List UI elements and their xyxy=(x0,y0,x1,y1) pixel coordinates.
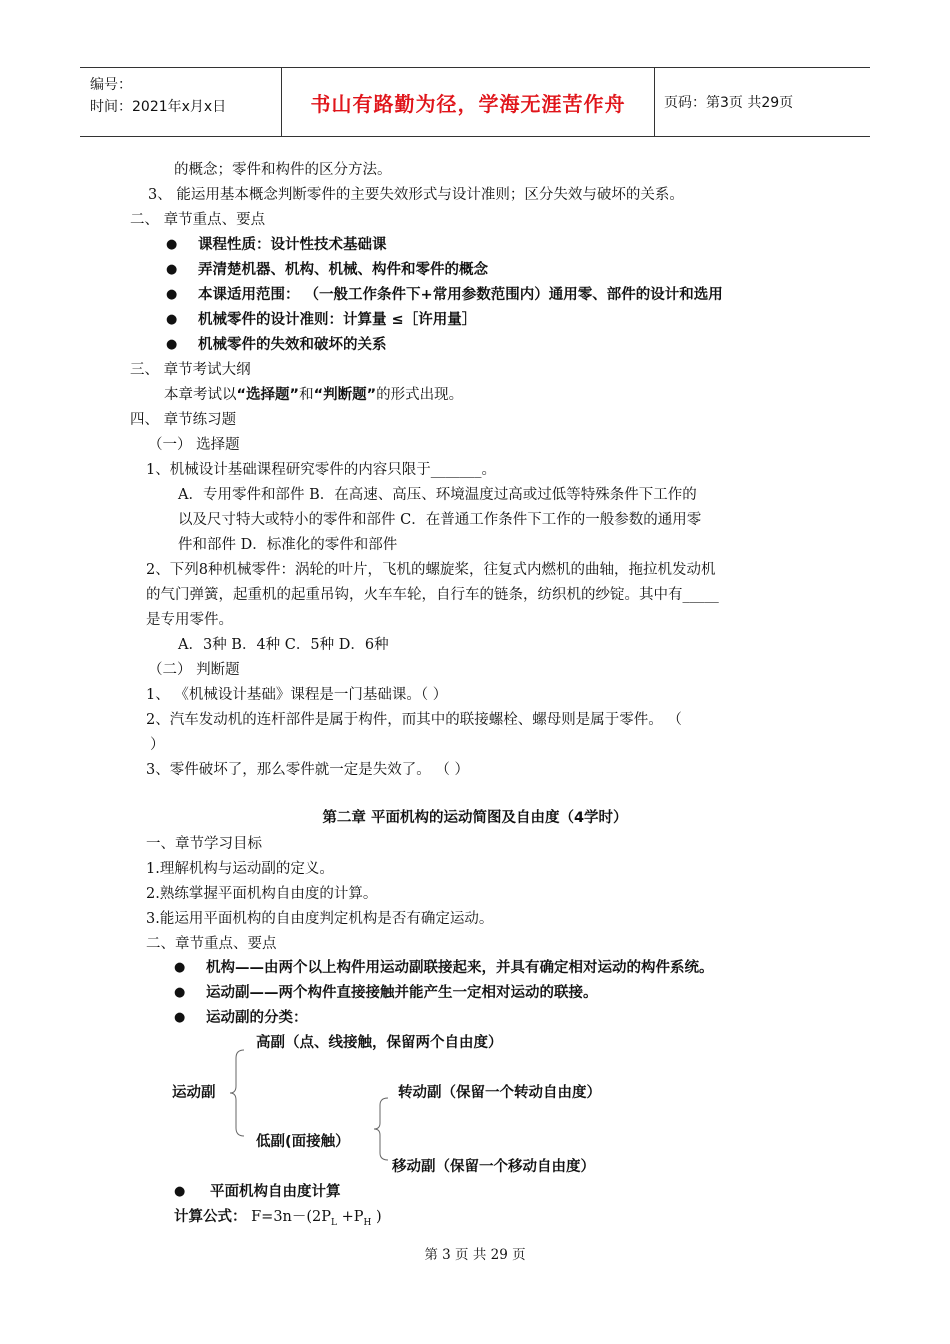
brace-left-icon xyxy=(228,1048,248,1138)
question-option: 件和部件 D．标准化的零件和部件 xyxy=(178,537,398,553)
section-heading: 四、 章节练习题 xyxy=(130,412,237,428)
doc-date: 时间：2021年x月x日 xyxy=(90,99,227,115)
header-left-cell xyxy=(80,68,282,136)
question: 1、机械设计基础课程研究零件的内容只限于_______。 xyxy=(146,462,496,478)
key-point: 机械零件的失效和破坏的关系 xyxy=(198,337,387,353)
section-heading: 二、 章节重点、要点 xyxy=(130,212,266,228)
judge-question: 1、 《机械设计基础》课程是一门基础课。（ ） xyxy=(146,687,448,703)
page-footer: 第 3 页 共 29 页 xyxy=(424,1247,526,1263)
question-option: A．专用零件和部件 B．在高速、高压、环境温度过高或过低等特殊条件下工作的 xyxy=(178,487,697,503)
question: 是专用零件。 xyxy=(146,612,233,628)
section-heading: 二、章节重点、要点 xyxy=(146,936,277,952)
bullet-icon: ● xyxy=(174,960,186,975)
text-line: 3、 能运用基本概念判断零件的主要失效形式与设计准则；区分失效与破坏的关系。 xyxy=(148,187,684,203)
tree-node-root: 运动副 xyxy=(172,1085,216,1101)
chapter-title: 第二章 平面机构的运动简图及自由度（4学时） xyxy=(322,810,628,826)
header-page-info: 页码：第3页 共29页 xyxy=(664,95,794,111)
judge-question: 3、零件破坏了，那么零件就一定是失效了。 （ ） xyxy=(146,762,469,778)
page-header xyxy=(80,67,870,137)
bullet-icon: ● xyxy=(174,1184,186,1199)
subsection-heading: （二） 判断题 xyxy=(148,662,240,678)
tree-node-revolute: 转动副（保留一个转动自由度） xyxy=(398,1085,601,1101)
question: 的气门弹簧，起重机的起重吊钩，火车车轮，自行车的链条，纺织机的纱锭。其中有_____ xyxy=(146,587,719,603)
bullet-icon: ● xyxy=(166,262,178,277)
section-heading: 三、 章节考试大纲 xyxy=(130,362,251,378)
tree-node-prismatic: 移动副（保留一个移动自由度） xyxy=(392,1159,595,1175)
text-line: 3.能运用平面机构的自由度判定机构是否有确定运动。 xyxy=(146,911,494,927)
question: 2、下列8种机械零件：涡轮的叶片，飞机的螺旋桨，往复式内燃机的曲轴，拖拉机发动机 xyxy=(146,562,716,578)
key-point: 课程性质：设计性技术基础课 xyxy=(198,237,387,253)
key-point: 运动副——两个构件直接接触并能产生一定相对运动的联接。 xyxy=(206,985,598,1001)
section-heading: 一、章节学习目标 xyxy=(146,836,262,852)
brace-right-icon xyxy=(372,1096,392,1162)
exam-format-line: 本章考试以“选择题”和“判断题”的形式出现。 xyxy=(164,387,464,403)
text-line: 2.熟练掌握平面机构自由度的计算。 xyxy=(146,886,378,902)
doc-number-label: 编号： xyxy=(90,77,132,93)
bullet-icon: ● xyxy=(174,985,186,1000)
judge-question: 2、汽车发动机的连杆部件是属于构件，而其中的联接螺栓、螺母则是属于零件。 （ xyxy=(146,712,682,728)
bullet-icon: ● xyxy=(166,312,178,327)
key-point: 机构——由两个以上构件用运动副联接起来，并具有确定相对运动的构件系统。 xyxy=(206,960,714,976)
question-option: A．3种 B．4种 C．5种 D．6种 xyxy=(178,637,389,653)
key-point: 运动副的分类： xyxy=(206,1010,308,1026)
bullet-icon: ● xyxy=(166,337,178,352)
tree-node-high-pair: 高副（点、线接触，保留两个自由度） xyxy=(256,1035,503,1051)
header-motto: 书山有路勤为径，学海无涯苦作舟 xyxy=(282,68,655,136)
question-option: 以及尺寸特大或特小的零件和部件 C．在普通工作条件下工作的一般参数的通用零 xyxy=(178,512,702,528)
text-line: 的概念；零件和构件的区分方法。 xyxy=(174,162,392,178)
key-point: 机械零件的设计准则：计算量 ≤［许用量］ xyxy=(198,312,477,328)
bullet-icon: ● xyxy=(166,287,178,302)
formula-line: 计算公式： $F=3n-(2P_L +P_H$ ) xyxy=(174,1209,382,1228)
subsection-heading: （一） 选择题 xyxy=(148,437,240,453)
text-line: 1.理解机构与运动副的定义。 xyxy=(146,861,334,877)
bullet-icon: ● xyxy=(166,237,178,252)
judge-question: ） xyxy=(150,737,165,753)
tree-node-low-pair: 低副(面接触） xyxy=(256,1134,350,1150)
bullet-icon: ● xyxy=(174,1010,186,1025)
key-point: 本课适用范围： （一般工作条件下+常用参数范围内）通用零、部件的设计和选用 xyxy=(198,287,723,303)
key-point: 平面机构自由度计算 xyxy=(210,1184,341,1200)
key-point: 弄清楚机器、机构、机械、构件和零件的概念 xyxy=(198,262,488,278)
